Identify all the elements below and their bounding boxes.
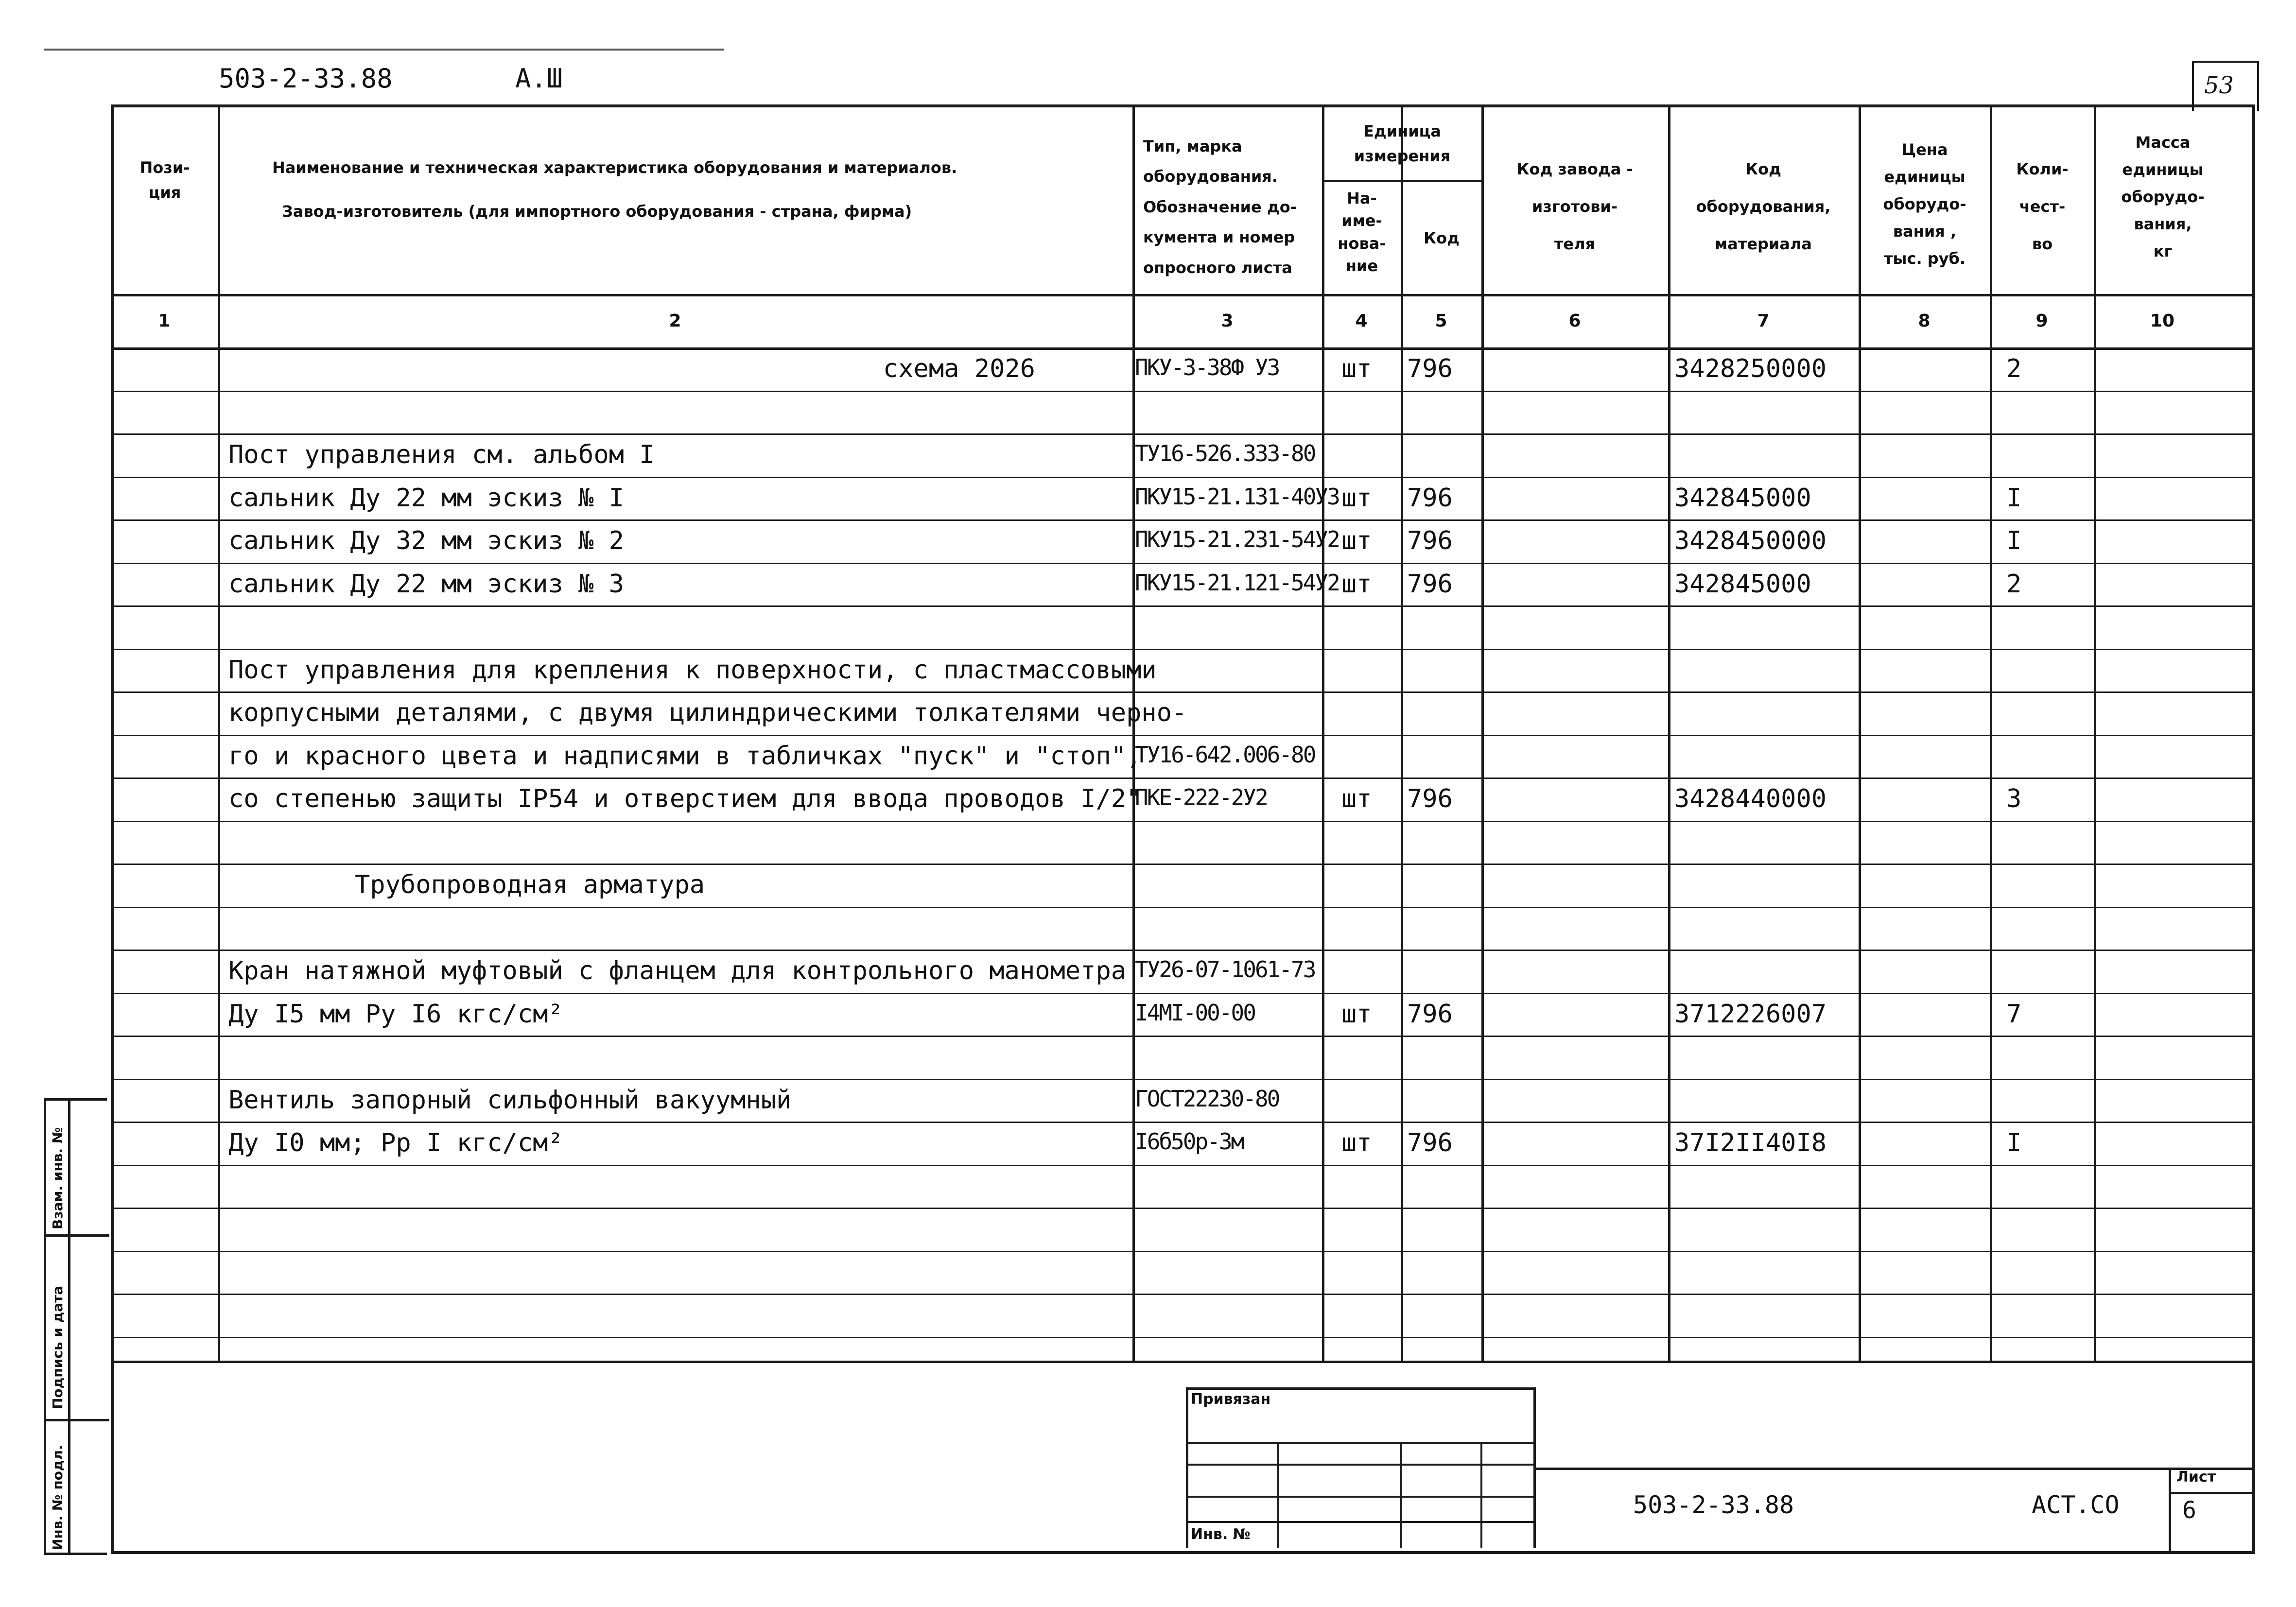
row-unit: шт — [1341, 784, 1372, 813]
row-qty: 3 — [2006, 784, 2022, 813]
grid-line — [111, 735, 2255, 736]
header-position: Пози- ция — [139, 158, 190, 202]
grid-line — [111, 950, 2255, 951]
inv-no-label: Инв. № — [1191, 1526, 1251, 1543]
header-mass: Масса единицы оборудо- вания, кг — [2121, 133, 2205, 260]
grid-line — [111, 1337, 2255, 1338]
grid-line — [111, 477, 2255, 478]
row-name: Трубопроводная арматура — [355, 870, 705, 899]
column-number-3: 3 — [1221, 311, 1234, 331]
grid-line — [111, 1165, 2255, 1166]
grid-line — [1990, 104, 1992, 1361]
grid-line — [111, 1361, 2255, 1363]
row-unit-code: 796 — [1407, 484, 1453, 513]
grid-line — [111, 519, 2255, 521]
row-name: Пост управления см. альбом I — [228, 440, 655, 469]
header-name-line1: Наименование и техническая характеристика оборудования и материалов. — [272, 158, 957, 177]
privyazan-block — [1186, 1387, 1536, 1548]
row-name: схема 2026 — [883, 354, 1035, 383]
row-type: ПКУ15-21.231-54У2 — [1135, 526, 1339, 553]
grid-line — [111, 563, 2255, 564]
row-type: ТУ16-642.006-80 — [1135, 742, 1315, 768]
row-unit: шт — [1341, 570, 1372, 599]
page-number: 53 — [2204, 72, 2234, 99]
row-unit-code: 796 — [1407, 570, 1453, 599]
grid-line — [111, 821, 2255, 822]
row-material-code: 3428440000 — [1674, 784, 1827, 813]
row-type: ТУ26-07-1061-73 — [1135, 956, 1315, 983]
row-qty: I — [2006, 526, 2022, 555]
top-rule — [44, 49, 724, 51]
grid-line — [111, 605, 2255, 607]
header-material-code: Код оборудования, материала — [1696, 160, 1831, 253]
row-name: со степенью защиты IP54 и отверстием для ввода проводов I/2" — [228, 784, 1142, 813]
row-unit-code: 796 — [1407, 784, 1453, 813]
column-number-8: 8 — [1918, 311, 1931, 331]
row-type: I6б50р-3м — [1135, 1128, 1243, 1155]
header-price: Цена единицы оборудо- вания , тыс. руб. — [1883, 140, 1966, 268]
stamp-doc-code: 503-2-33.88 — [1633, 1491, 1794, 1519]
row-qty: I — [2006, 1128, 2022, 1158]
row-unit: шт — [1341, 354, 1372, 383]
row-unit-code: 796 — [1407, 1000, 1453, 1029]
row-type: ТУ16-526.333-80 — [1135, 440, 1315, 467]
row-material-code: 342845000 — [1674, 570, 1811, 599]
grid-line — [111, 1251, 2255, 1252]
row-material-code: 3428450000 — [1674, 526, 1827, 555]
list-label: Лист — [2176, 1469, 2216, 1486]
column-number-5: 5 — [1435, 311, 1447, 331]
list-number: 6 — [2182, 1497, 2196, 1524]
header-unit: Единица измерения — [1354, 122, 1451, 166]
row-type: ПКУ-3-38Ф УЗ — [1135, 354, 1279, 380]
row-type: ПКУ15-21.131-40У3 — [1135, 484, 1339, 510]
side-stamp-podpis: Подпись и дата — [50, 1285, 66, 1409]
row-qty: I — [2006, 484, 2022, 513]
row-type: ГОСТ22230-80 — [1135, 1086, 1279, 1112]
grid-line — [111, 433, 2255, 435]
stamp-mark: АСТ.СО — [2032, 1491, 2120, 1519]
row-name: сальник Ду 32 мм эскиз № 2 — [228, 526, 624, 555]
row-name: Ду I0 мм; Рр I кгс/см² — [228, 1128, 563, 1158]
row-material-code: 3428250000 — [1674, 354, 1827, 383]
column-number-1: 1 — [158, 311, 171, 331]
grid-line — [1481, 104, 1484, 1361]
grid-line — [111, 1036, 2255, 1037]
row-type: ПКУ15-21.121-54У2 — [1135, 570, 1339, 596]
row-qty: 2 — [2006, 354, 2022, 383]
header-type: Тип, марка оборудования. Обозначение до- кумента и номер опросного листа — [1143, 137, 1297, 277]
row-qty: 2 — [2006, 570, 2022, 599]
row-material-code: 37I2II40I8 — [1674, 1128, 1827, 1158]
header-unit-name: На- име- нова- ние — [1338, 189, 1386, 276]
row-type: I4MI-00-00 — [1135, 1000, 1255, 1026]
row-unit: шт — [1341, 1128, 1372, 1158]
grid-line — [1859, 104, 1861, 1361]
row-qty: 7 — [2006, 1000, 2022, 1029]
album-label: А.Ш — [515, 63, 563, 94]
column-number-6: 6 — [1568, 311, 1581, 331]
grid-line — [1322, 104, 1324, 1361]
row-name: Ду I5 мм Ру I6 кгс/см² — [228, 1000, 563, 1029]
grid-line — [111, 993, 2255, 994]
row-name: корпусными деталями, с двумя цилиндрическими толкателями черно- — [228, 698, 1187, 727]
row-unit: шт — [1341, 484, 1372, 513]
row-unit: шт — [1341, 526, 1372, 555]
grid-line — [1132, 104, 1135, 1361]
column-number-10: 10 — [2150, 311, 2175, 331]
row-name: сальник Ду 22 мм эскиз № 3 — [228, 570, 624, 599]
row-unit-code: 796 — [1407, 354, 1453, 383]
row-type: ПКЕ-222-2У2 — [1135, 784, 1267, 811]
row-material-code: 3712226007 — [1674, 1000, 1827, 1029]
row-name: Пост управления для крепления к поверхности, с пластмассовыми — [228, 656, 1157, 685]
grid-line — [1668, 104, 1670, 1361]
grid-line — [111, 1122, 2255, 1123]
side-stamp-vzam: Взам. инв. № — [50, 1127, 66, 1229]
row-unit: шт — [1341, 1000, 1372, 1029]
grid-line — [2094, 104, 2096, 1361]
doc-code-top: 503-2-33.88 — [219, 63, 393, 94]
row-material-code: 342845000 — [1674, 484, 1811, 513]
column-number-7: 7 — [1757, 311, 1770, 331]
column-number-4: 4 — [1355, 311, 1368, 331]
grid-line — [111, 649, 2255, 650]
privyazan-label: Привязан — [1191, 1391, 1271, 1408]
grid-line — [111, 778, 2255, 779]
grid-line — [218, 104, 220, 1361]
grid-line — [111, 864, 2255, 865]
header-name-line2: Завод-изготовитель (для импортного оборудования - страна, фирма) — [282, 202, 912, 221]
grid-line — [111, 1208, 2255, 1209]
grid-line — [111, 1079, 2255, 1080]
row-unit-code: 796 — [1407, 1128, 1453, 1158]
header-qty: Коли- чест- во — [2016, 160, 2069, 253]
row-unit-code: 796 — [1407, 526, 1453, 555]
grid-line — [111, 1294, 2255, 1295]
column-number-2: 2 — [669, 311, 681, 331]
column-number-9: 9 — [2035, 311, 2048, 331]
grid-line — [111, 907, 2255, 908]
grid-line — [111, 391, 2255, 392]
row-name: го и красного цвета и надписями в табличках "пуск" и "стоп", — [228, 742, 1142, 771]
side-stamp-inv-podl: Инв. № подл. — [50, 1445, 66, 1550]
row-name: Кран натяжной муфтовый с фланцем для контрольного манометра — [228, 956, 1127, 985]
grid-line — [111, 347, 2255, 349]
grid-line — [111, 691, 2255, 693]
grid-line — [111, 294, 2255, 296]
header-unit-code: Код — [1424, 229, 1460, 247]
grid-line — [1401, 180, 1403, 1361]
row-name: Вентиль запорный сильфонный вакуумный — [228, 1086, 792, 1115]
header-factory-code: Код завода - изготови- теля — [1516, 160, 1633, 253]
row-name: сальник Ду 22 мм эскиз № I — [228, 484, 624, 513]
